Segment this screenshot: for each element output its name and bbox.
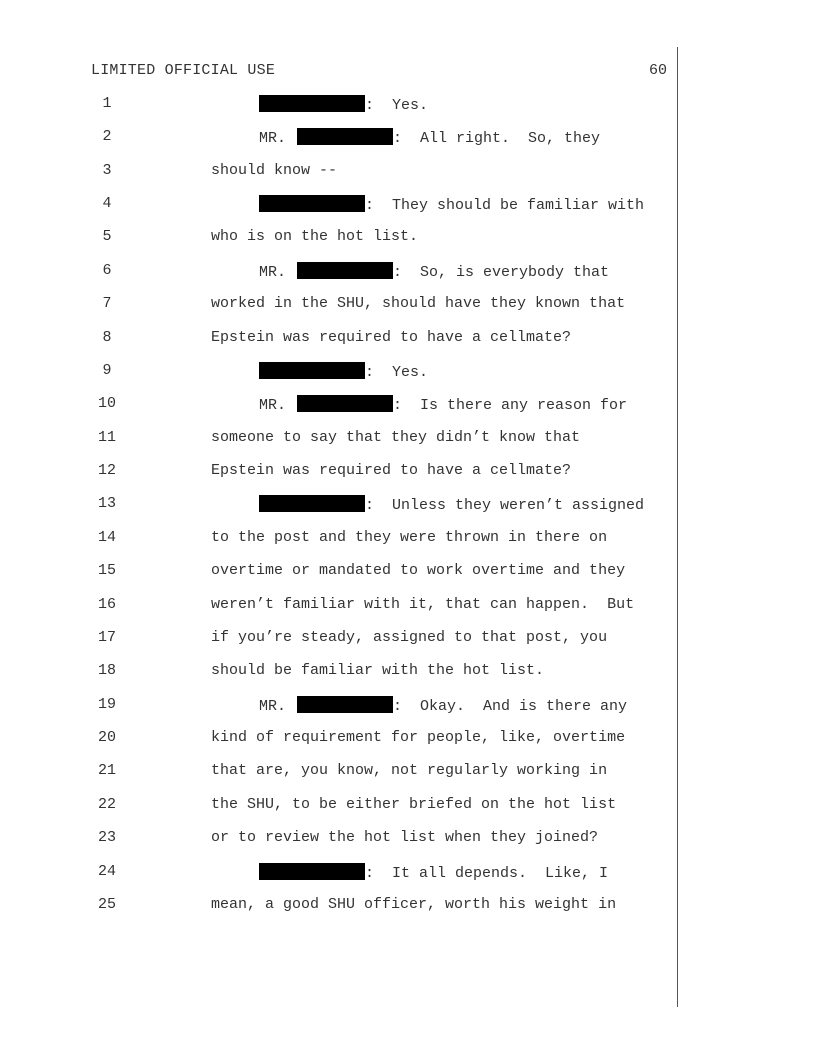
speaker-statement: : Is there any reason for [393,397,628,415]
speaker-line [259,395,627,414]
line-number: 3 [102,161,112,179]
speaker-line [259,696,627,715]
line-number: 24 [97,862,116,880]
line-number: 23 [97,829,116,847]
line-number: 25 [97,895,116,913]
speaker-statement: : Yes. [365,363,429,381]
continuation-text: the SHU, to be either briefed on the hot list [211,795,617,813]
continuation-text: worked in the SHU, should have they known that [211,295,626,313]
line-number: 7 [102,295,112,313]
redaction-box [297,128,393,145]
speaker-title: MR. [259,130,296,148]
continuation-text: to the post and they were thrown in there on [211,528,608,546]
speaker-statement: : It all depends. Like, I [365,864,609,882]
line-number: 8 [102,328,112,346]
transcript-line [0,429,816,449]
line-number: 20 [97,729,116,747]
line-number: 6 [102,261,112,279]
transcript-line [0,495,816,515]
redaction-box [297,395,393,412]
redaction-box [259,195,365,212]
transcript-line [0,562,816,582]
speaker-title: MR. [259,397,296,415]
transcript-line [0,662,816,682]
continuation-text: should be familiar with the hot list. [211,662,545,680]
line-number: 1 [102,95,112,112]
line-number: 4 [102,195,112,213]
continuation-text: or to review the hot list when they joined? [211,829,599,847]
transcript-line [0,395,816,415]
transcript-line [0,729,816,749]
transcript-line [0,529,816,549]
line-number: 16 [97,595,116,613]
line-number: 22 [97,795,116,813]
transcript-line [0,896,816,916]
continuation-text: that are, you know, not regularly working in [211,762,608,780]
continuation-text: who is on the hot list. [211,228,419,246]
speaker-line [259,95,428,114]
speaker-statement: : Okay. And is there any [393,697,628,715]
transcript-line [0,329,816,349]
redaction-box [259,495,365,512]
speaker-line [259,262,609,281]
speaker-line [259,128,600,147]
speaker-line [259,195,644,214]
speaker-statement: : Unless they weren’t assigned [365,497,645,515]
continuation-text: Epstein was required to have a cellmate? [211,328,572,346]
line-number: 19 [97,695,116,713]
speaker-statement: : They should be familiar with [365,197,645,215]
continuation-text: mean, a good SHU officer, worth his weight in [211,895,617,913]
speaker-line [259,495,644,514]
continuation-text: Epstein was required to have a cellmate? [211,462,572,480]
line-number: 13 [97,495,116,513]
line-number: 21 [97,762,116,780]
transcript-line [0,228,816,248]
transcript-line [0,95,816,115]
transcript-line [0,762,816,782]
transcript-line [0,195,816,215]
line-number: 9 [102,361,112,379]
page-number: 60 [649,62,668,79]
continuation-text: should know -- [211,161,338,179]
speaker-line [259,362,428,381]
transcript-line [0,128,816,148]
transcript-line [0,295,816,315]
transcript-line [0,462,816,482]
redaction-box [259,362,365,379]
line-number: 17 [97,628,116,646]
line-number: 14 [97,528,116,546]
redaction-box [259,95,365,112]
continuation-text: overtime or mandated to work overtime and they [211,562,626,580]
transcript-line [0,829,816,849]
transcript-line [0,696,816,716]
speaker-statement: : So, is everybody that [393,263,610,281]
transcript-line [0,863,816,883]
line-number: 11 [97,428,116,446]
transcript-line [0,596,816,616]
line-number: 5 [102,228,112,246]
transcript-line [0,629,816,649]
redaction-box [259,863,365,880]
line-number: 10 [97,395,116,413]
speaker-title: MR. [259,697,296,715]
speaker-statement: : Yes. [365,97,429,114]
continuation-text: weren’t familiar with it, that can happen. But [211,595,635,613]
line-number: 18 [97,662,116,680]
continuation-text: someone to say that they didn’t know that [211,428,581,446]
speaker-line [259,863,608,882]
redaction-box [297,262,393,279]
line-number: 15 [97,562,116,580]
transcript-line [0,262,816,282]
redaction-box [297,696,393,713]
continuation-text: if you’re steady, assigned to that post, you [211,628,608,646]
page-header-label: LIMITED OFFICIAL USE [91,62,276,79]
speaker-statement: : All right. So, they [393,130,601,148]
line-number: 12 [97,462,116,480]
speaker-title: MR. [259,263,296,281]
transcript-line [0,362,816,382]
continuation-text: kind of requirement for people, like, overtime [211,729,626,747]
transcript-line [0,162,816,182]
line-number: 2 [102,128,112,146]
transcript-line [0,796,816,816]
